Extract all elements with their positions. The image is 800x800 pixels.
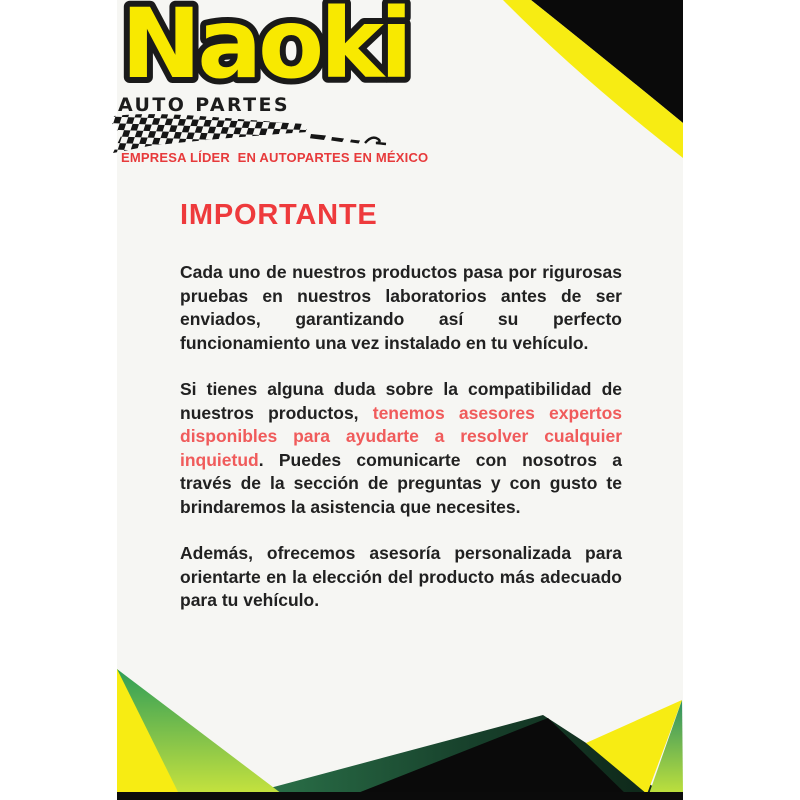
poster-page — [117, 0, 683, 800]
top-right-corner-ribbon — [500, 0, 683, 160]
logo-subtitle: AUTO PARTES — [118, 94, 290, 116]
paragraph-compatibility-before: Si tienes alguna duda sobre la compatibilidad de nuestros productos, — [180, 379, 622, 423]
brand-tagline: EMPRESA LÍDER EN AUTOPARTES EN MÉXICO — [121, 150, 429, 165]
footer-decoration — [117, 654, 683, 800]
paragraph-advice: Además, ofrecemos asesoría personalizada para orientarte en la elección del producto más adecuado para tu vehículo. — [180, 543, 622, 610]
naoki-logo — [117, 0, 447, 101]
paragraph-compatibility-after: . Puedes comunicarte con nosotros a través de la sección de preguntas y con gusto te brindaremos la asistencia que necesites. — [180, 449, 622, 517]
naoki-logo-text: Naoki — [121, 0, 409, 100]
paragraph-quality: Cada uno de nuestros productos pasa por rigurosas pruebas en nuestros laboratorios antes de ser enviados, garantizando así su perfecto funcionamiento una vez instalado en tu vehículo. — [180, 262, 622, 353]
importante-heading: IMPORTANTE — [180, 199, 378, 231]
text-column — [180, 199, 622, 636]
paragraph-compatibility-highlight: tenemos asesores expertos disponibles para ayudarte a resolver cualquier inquietud — [180, 402, 622, 470]
footer-black-bar — [117, 792, 683, 800]
paragraph-compatibility — [180, 378, 622, 519]
checkered-flag-icon — [111, 110, 403, 154]
